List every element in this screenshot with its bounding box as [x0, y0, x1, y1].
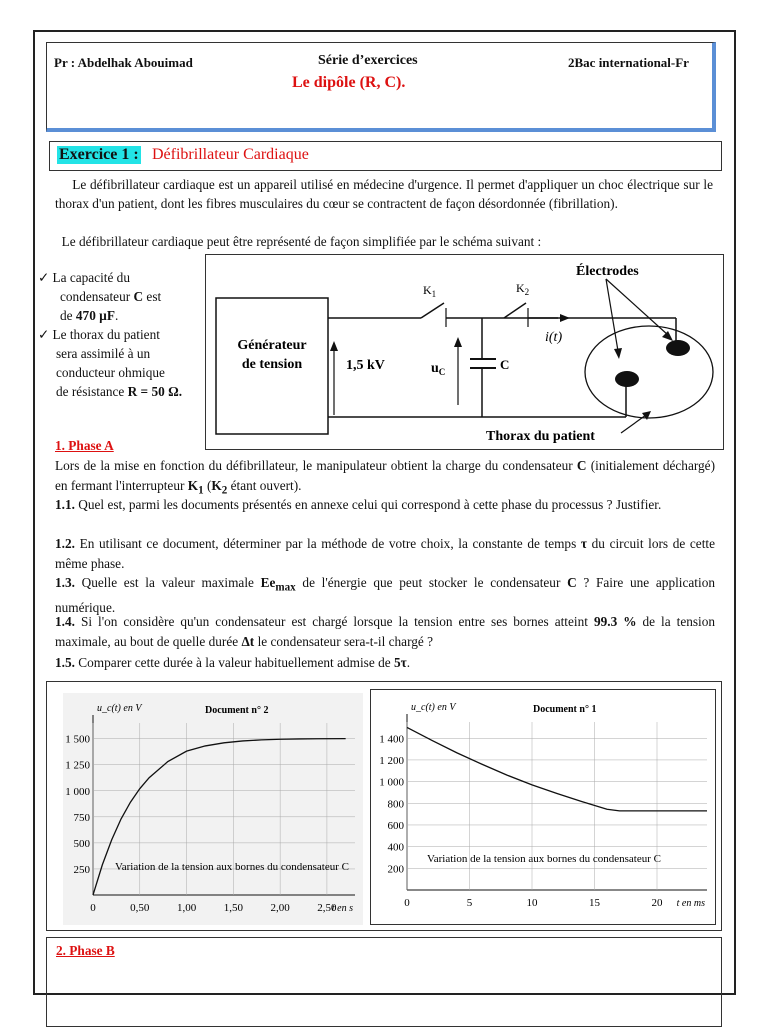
electrode-1 — [666, 340, 690, 356]
series-title: Série d’exercices — [318, 53, 418, 68]
document-1-chart — [370, 689, 716, 925]
circuit-svg — [206, 255, 723, 449]
svg-text:K2: $K_2$ — [516, 281, 530, 297]
exercise-header-box — [49, 141, 722, 171]
chart-title: Document n° 2 — [205, 705, 269, 716]
uc-label: u — [431, 361, 439, 376]
x-tick-label: 2,00 — [270, 902, 290, 914]
series-line — [407, 727, 707, 810]
x-tick-label: 0 — [404, 897, 410, 909]
document-1-svg — [371, 690, 715, 924]
level: 2Bac international-Fr — [568, 55, 689, 70]
x-tick-label: 1,00 — [176, 902, 197, 914]
intro-schema-sentence: Le défibrillateur cardiaque peut être représenté de façon simplifiée par le schéma suivant : — [61, 234, 542, 249]
y-axis-label: u_c(t) en V — [411, 702, 456, 713]
author: Pr : Abdelhak Abouimad — [54, 55, 193, 70]
exercise-title: Défibrillateur Cardiaque — [152, 146, 309, 163]
question-1-1: 1.1. Quel est, parmi les documents présentés en annexe celui qui correspond à cette phase du processus ? Justifier. — [55, 497, 662, 512]
phase-b-box — [46, 937, 722, 1027]
exercise-label: Exercice 1 : — [59, 146, 139, 163]
switch-k1 — [421, 303, 444, 318]
question-1-2: 1.2. En utilisant ce document, déterminer par la méthode de votre choix, la constante de temps τ du circuit lors de cette même phase. — [55, 536, 715, 571]
question-1-4: 1.4. Si l'on considère qu'un condensateur est chargé lorsque la tension entre ses bornes atteint 99.3 % de la tension maximale, au bout de quelle durée Δt le condensateur sera-t-il chargé ? — [55, 614, 716, 649]
x-tick-label: 15 — [589, 897, 600, 909]
circuit-diagram — [205, 254, 724, 450]
x-tick-label: 20 — [651, 897, 663, 909]
y-tick-label: 1 250 — [65, 759, 90, 772]
x-tick-label: 0,50 — [130, 902, 150, 914]
capacitor-label: C — [500, 357, 510, 372]
document-2-chart — [63, 693, 363, 925]
chart-title: Document n° 1 — [533, 704, 597, 715]
note-capacitance: ✓ La capacité du — [38, 270, 130, 285]
y-tick-label: 1 000 — [65, 785, 90, 798]
question-1-5: 1.5. Comparer cette durée à la valeur habituellement admise de 5τ. — [55, 655, 411, 670]
chapter-title: Le dipôle (R, C). — [292, 74, 406, 91]
switch-k2 — [504, 303, 526, 318]
question-1-3: 1.3. Quelle est la valeur maximale $Ee_{max}$ de l'énergie que peut stocker le condensateur C ? Faire une application numérique. — [55, 575, 715, 616]
x-tick-label: 0 — [90, 902, 96, 914]
given-values: ✓ La capacité du condensateur C est de 470 µF. ✓ Le thorax du patient sera assimilé à un conducteur ohmique de résistance R = 50 Ω. — [38, 268, 203, 401]
voltage-label: 1,5 kV — [346, 358, 385, 373]
generator-label: Générateur — [237, 338, 307, 353]
phase-a-intro: Lors de la mise en fonction du défibrillateur, le manipulateur obtient la charge du condensateur C (initialement déchargé) en fermant l'interrupteur $K_1$ ($K_2$ étant ouvert). — [55, 458, 716, 497]
note-resistance: ✓ Le thorax du patient — [38, 327, 160, 342]
intro-paragraph: Le défibrillateur cardiaque est un appareil utilisé en médecine d'urgence. Il permet d'appliquer un choc électrique sur le thorax d'un patient, dont les fibres musculaires du cœur se contractent de façon désordonnée (fibrillation). — [55, 177, 713, 211]
x-axis-label: t en ms — [676, 898, 705, 909]
svg-text:uC: $u_C$ — [431, 361, 446, 377]
y-tick-label: 1 400 — [379, 733, 404, 746]
thorax-label: Thorax du patient — [486, 429, 595, 444]
chart-annotation: Variation de la tension aux bornes du condensateur C — [115, 861, 349, 873]
y-tick-label: 600 — [387, 819, 404, 832]
y-tick-label: 1 500 — [65, 733, 90, 746]
document-2-svg — [63, 693, 363, 925]
y-axis-label: u_c(t) en V — [97, 703, 142, 714]
generator-label-2: de tension — [241, 357, 303, 372]
electrode-2 — [615, 371, 639, 387]
y-tick-label: 1 200 — [379, 754, 404, 767]
y-tick-label: 750 — [73, 811, 90, 824]
current-label: i(t) — [545, 330, 563, 345]
x-axis-label: t en s — [331, 903, 353, 914]
electrodes-label: Électrodes — [576, 264, 639, 279]
phase-a-title: 1. Phase A — [55, 438, 114, 453]
y-tick-label: 200 — [387, 863, 404, 876]
x-tick-label: 2,50 — [317, 902, 337, 914]
y-tick-label: 1 000 — [379, 776, 404, 789]
svg-text:K1: $K_1$ — [423, 283, 437, 299]
x-tick-label: 1,50 — [223, 902, 243, 914]
x-tick-label: 5 — [466, 897, 473, 909]
y-tick-label: 400 — [387, 841, 404, 854]
phase-b-title: 2. Phase B — [56, 943, 115, 958]
y-tick-label: 500 — [73, 837, 90, 850]
y-tick-label: 800 — [387, 798, 404, 811]
y-tick-label: 250 — [73, 863, 90, 876]
chart-annotation: Variation de la tension aux bornes du condensateur C — [427, 853, 661, 865]
x-tick-label: 10 — [526, 897, 538, 909]
thorax-ellipse — [585, 326, 713, 418]
